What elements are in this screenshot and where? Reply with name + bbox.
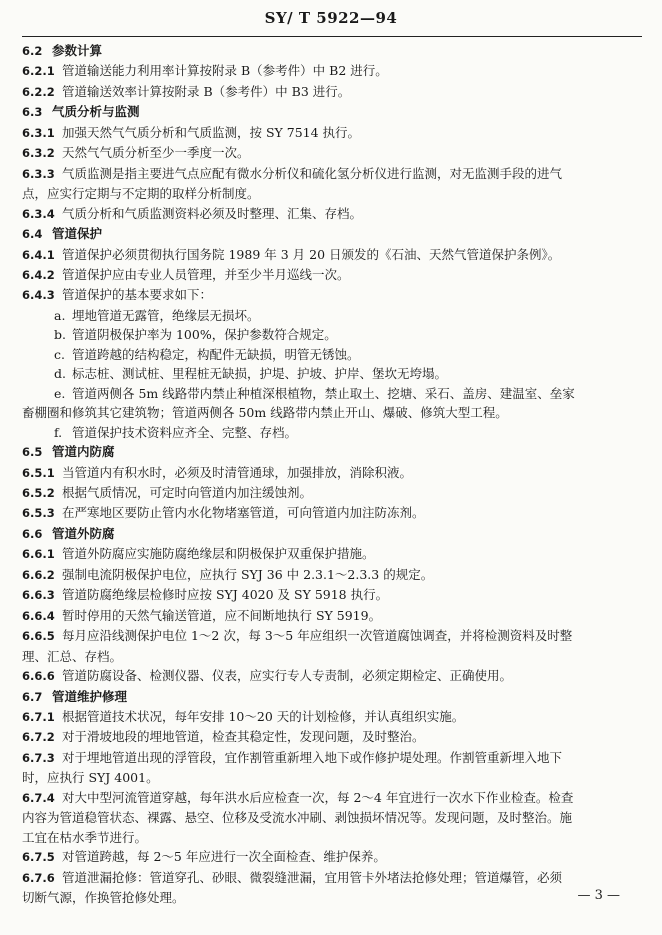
list-item-label: a.: [54, 307, 66, 323]
section-number: 6.3: [22, 105, 43, 120]
clause: [22, 666, 642, 686]
continuation-text: 理、汇总、存档。: [22, 648, 123, 664]
page-number: — 3 —: [577, 888, 620, 903]
clause: [22, 285, 642, 305]
clause-text: 管道保护的基本要求如下：: [62, 287, 213, 303]
list-item-text: 管道跨越的结构稳定，构配件无缺损，明管无锈蚀。: [72, 346, 360, 362]
section-number: 6.7: [22, 689, 43, 704]
clause-number: 6.3.4: [22, 206, 55, 221]
section-heading: [22, 224, 642, 244]
continuation-line: [22, 888, 642, 907]
clause-number: 6.5.2: [22, 485, 55, 500]
list-item-text: 标志桩、测试桩、里程桩无缺损，护堤、护坡、护岸、堡坎无垮塌。: [72, 366, 448, 382]
list-item-text: 管道两侧各 5m 线路带内禁止种植深根植物，禁止取土、挖塘、采石、盖房、建温室、垒家: [72, 385, 575, 401]
clause: [22, 868, 642, 888]
clause-text: 根据管道技术状况，每年安排 10～20 天的计划检修，并认真组织实施。: [62, 708, 465, 724]
document-body: [22, 41, 642, 907]
clause-text: 管道保护必须贯彻执行国务院 1989 年 3 月 20 日颁发的《石油、天然气管道保护条例》。: [62, 246, 561, 262]
clause-number: 6.3.1: [22, 125, 55, 140]
clause-text: 管道防腐绝缘层检修时应按 SYJ 4020 及 SY 5918 执行。: [62, 587, 389, 603]
list-item: [22, 384, 642, 403]
clause-number: 6.7.3: [22, 750, 55, 765]
clause: [22, 503, 642, 523]
clause-text: 对于滑坡地段的埋地管道，检查其稳定性，发现问题，及时整治。: [62, 729, 425, 745]
clause-number: 6.4.3: [22, 288, 55, 303]
clause-number: 6.6.3: [22, 588, 55, 603]
section-number: 6.2: [22, 44, 43, 58]
section-number: 6.4: [22, 227, 43, 242]
clause-number: 6.5.1: [22, 465, 55, 480]
section-title: 管道内防腐: [52, 444, 115, 460]
clause-text: 对管道跨越，每 2～5 年应进行一次全面检查、维护保养。: [62, 849, 386, 865]
header-rule: [22, 36, 642, 37]
section-title: 管道保护: [52, 226, 103, 242]
continuation-text: 工宜在枯水季节进行。: [22, 829, 148, 845]
clause-text: 加强天然气气质分析和气质监测，按 SY 7514 执行。: [62, 124, 361, 140]
clause-text: 管道防腐设备、检测仪器、仪表，应实行专人专责制，必须定期检定、正确使用。: [62, 668, 513, 684]
clause-text: 每月应沿线测保护电位 1～2 次，每 3～5 年应组织一次管道腐蚀调查，并将检测资料及时整: [62, 628, 573, 644]
clause-number: 6.7.4: [22, 790, 55, 805]
clause-text: 当管道内有积水时，必须及时清管通球，加强排放，消除积液。: [62, 464, 413, 480]
clause: [22, 606, 642, 626]
clause: [22, 585, 642, 605]
clause-text: 气质分析和气质监测资料必须及时整理、汇集、存档。: [62, 205, 363, 221]
clause: [22, 483, 642, 503]
continuation-text: 切断气源，作换管抢修处理。: [22, 890, 185, 906]
continuation-line: [22, 184, 642, 203]
clause-text: 在严寒地区要防止管内水化物堵塞管道，可向管道内加注防冻剂。: [62, 505, 425, 521]
clause-number: 6.2.2: [22, 84, 55, 99]
clause-text: 管道外防腐应实施防腐绝缘层和阴极保护双重保护措施。: [62, 546, 375, 562]
continuation-line: [22, 828, 642, 847]
section-heading: [22, 41, 642, 61]
clause-text: 对大中型河流管道穿越，每年洪水后应检查一次，每 2～4 年宜进行一次水下作业检查。检查: [62, 789, 574, 805]
clause: [22, 727, 642, 747]
clause: [22, 544, 642, 564]
clause: [22, 204, 642, 224]
list-item: [22, 345, 642, 364]
section-heading: [22, 442, 642, 462]
clause-text: 管道泄漏抢修：管道穿孔、砂眼、微裂缝泄漏，宜用管卡外堵法抢修处理；管道爆管，必须: [62, 869, 563, 885]
list-item-text: 埋地管道无露管，绝缘层无损坏。: [72, 307, 260, 323]
clause: [22, 847, 642, 867]
clause-number: 6.3.2: [22, 146, 55, 161]
continuation-text: 内容为管道稳管状态、裸露、悬空、位移及受流水冲刷、剥蚀损坏情况等。发现问题，及时整治。施: [22, 810, 573, 826]
continuation-text: 点，应实行定期与不定期的取样分析制度。: [22, 186, 260, 202]
clause-text: 强制电流阴极保护电位，应执行 SYJ 36 中 2.3.1～2.3.3 的规定。: [62, 566, 434, 582]
section-title: 管道维护修理: [52, 688, 128, 704]
clause-number: 6.7.2: [22, 730, 55, 745]
clause-number: 6.7.1: [22, 709, 55, 724]
clause: [22, 748, 642, 768]
list-item-label: f.: [54, 424, 63, 440]
section-heading: [22, 102, 642, 122]
clause: [22, 245, 642, 265]
clause-text: 对于埋地管道出现的浮管段，宜作割管重新埋入地下或作修护堤处理。作割管重新埋入地下: [62, 749, 563, 765]
continuation-line: [22, 808, 642, 827]
clause-number: 6.4.2: [22, 267, 55, 282]
section-heading: [22, 687, 642, 707]
clause-text: 气质监测是指主要进气点应配有微水分析仪和硫化氢分析仪进行监测，对无监测手段的进气: [62, 165, 563, 181]
clause-number: 6.4.1: [22, 247, 55, 262]
list-item: [22, 325, 642, 344]
clause: [22, 143, 642, 163]
clause-text: 根据气质情况，可定时向管道内加注缓蚀剂。: [62, 484, 313, 500]
section-number: 6.6: [22, 526, 43, 541]
clause: [22, 626, 642, 646]
clause: [22, 265, 642, 285]
clause: [22, 707, 642, 727]
list-item-text: 管道阴极保护率为 100%，保护参数符合规定。: [72, 327, 337, 343]
standard-header: SY/ T 5922—94: [264, 9, 398, 27]
clause-number: 6.6.4: [22, 608, 55, 623]
clause-text: 天然气气质分析至少一季度一次。: [62, 145, 250, 161]
continuation-line: [22, 768, 642, 787]
clause-number: 6.7.5: [22, 850, 55, 865]
section-title: 管道外防腐: [52, 525, 115, 541]
clause: [22, 565, 642, 585]
clause-number: 6.7.6: [22, 870, 55, 885]
list-item-label: d.: [54, 366, 66, 382]
list-item: [22, 423, 642, 442]
list-item-label: c.: [54, 346, 65, 362]
clause-number: 6.6.5: [22, 629, 55, 644]
section-title: 气质分析与监测: [52, 104, 140, 120]
section-heading: [22, 524, 642, 544]
clause-number: 6.6.2: [22, 567, 55, 582]
clause-text: 管道输送能力利用率计算按附录 B（参考件）中 B2 进行。: [62, 63, 388, 79]
continuation-line: [22, 403, 642, 422]
list-item: [22, 306, 642, 325]
clause-number: 6.5.3: [22, 506, 55, 521]
continuation-text: 畜棚圈和修筑其它建筑物；管道两侧各 50m 线路带内禁止开山、爆破、修筑大型工程。: [22, 405, 508, 421]
clause-number: 6.6.1: [22, 547, 55, 562]
clause-number: 6.3.3: [22, 166, 55, 181]
clause: [22, 82, 642, 102]
clause: [22, 463, 642, 483]
continuation-text: 时，应执行 SYJ 4001。: [22, 770, 159, 786]
continuation-line: [22, 647, 642, 666]
clause-number: 6.6.6: [22, 669, 55, 684]
clause-text: 管道保护应由专业人员管理，并至少半月巡线一次。: [62, 266, 350, 282]
clause: [22, 164, 642, 184]
clause-text: 暂时停用的天然气输送管道，应不间断地执行 SY 5919。: [62, 607, 382, 623]
clause-text: 管道输送效率计算按附录 B（参考件）中 B3 进行。: [62, 83, 351, 99]
list-item-label: b.: [54, 327, 66, 343]
clause-number: 6.2.1: [22, 64, 55, 79]
section-title: 参数计算: [52, 43, 103, 58]
clause: [22, 788, 642, 808]
list-item-label: e.: [54, 385, 66, 401]
section-number: 6.5: [22, 445, 43, 460]
list-item: [22, 364, 642, 383]
list-item-text: 管道保护技术资料应齐全、完整、存档。: [72, 424, 298, 440]
clause: [22, 123, 642, 143]
clause: [22, 61, 642, 81]
